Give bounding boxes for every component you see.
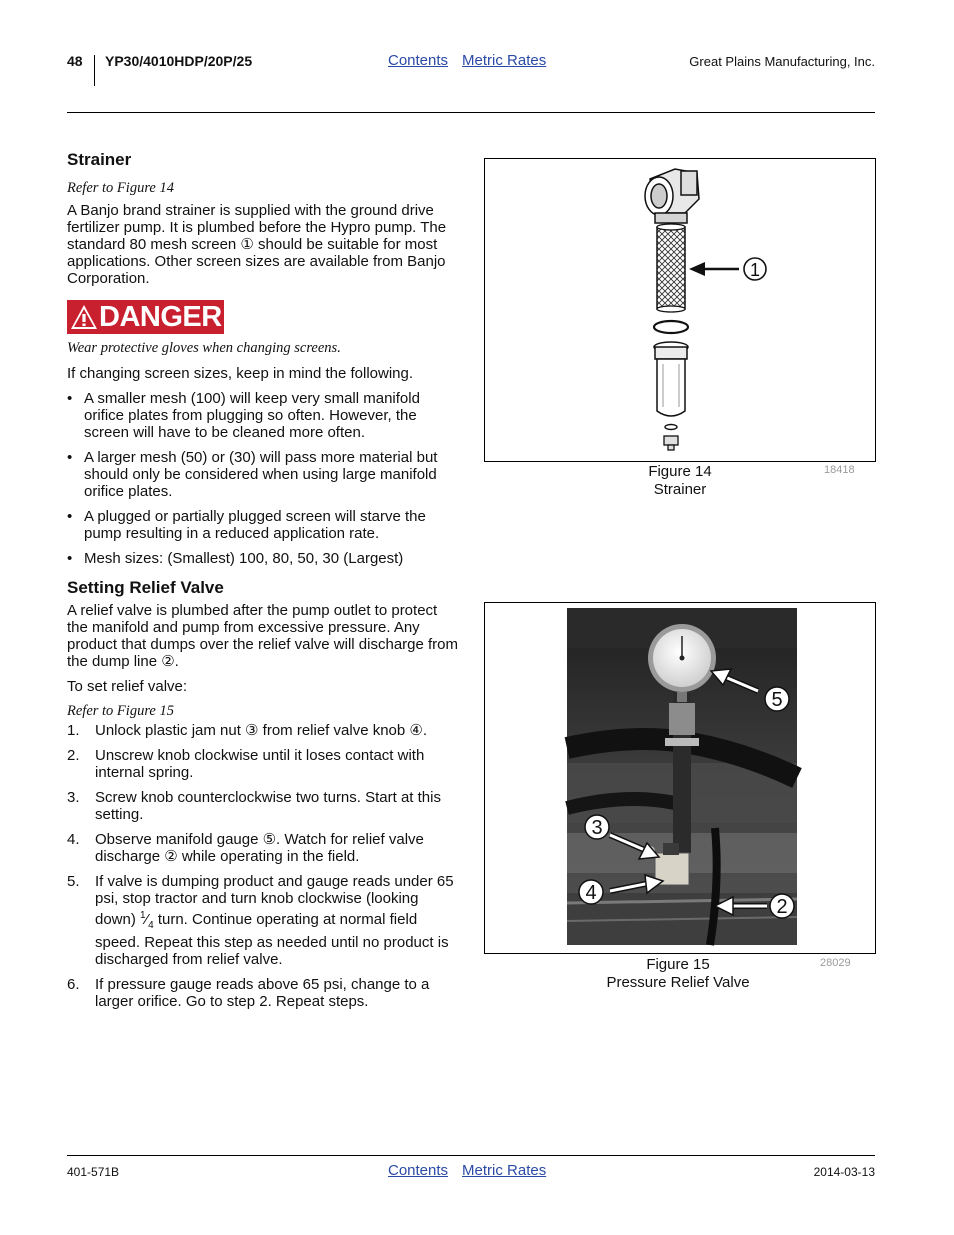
step-text: Observe manifold gauge ⑤. Watch for relief valve discharge ② while operating in the field. bbox=[95, 831, 424, 865]
step-text: If valve is dumping product and gauge reads under 65 psi, stop tractor and turn knob clockwise (looking down) bbox=[95, 873, 454, 928]
callout-1-number: 1 bbox=[749, 260, 761, 280]
relief-steps-list bbox=[67, 722, 459, 1018]
strainer-illustration bbox=[485, 159, 875, 461]
relief-intro: A relief valve is plumbed after the pump outlet to protect the manifold and pump from excessive pressure. Any product that dumps over the relief valve will discharge from the dump line ②. bbox=[67, 602, 459, 670]
footer-rule bbox=[67, 1155, 875, 1156]
list-item bbox=[67, 789, 459, 823]
mesh-bullet-list bbox=[67, 390, 459, 575]
step-number: 3. bbox=[67, 789, 80, 806]
o-ring-icon bbox=[654, 321, 688, 333]
step-number: 4. bbox=[67, 831, 80, 848]
figure-14-caption bbox=[600, 463, 760, 499]
figure-15-part-number: 28029 bbox=[820, 957, 851, 969]
danger-label bbox=[67, 300, 224, 334]
gasket-icon bbox=[665, 425, 677, 430]
relief-heading: Setting Relief Valve bbox=[67, 578, 224, 597]
figure-14-frame bbox=[484, 158, 876, 462]
contents-link[interactable]: Contents bbox=[388, 1162, 449, 1179]
contents-link[interactable]: Contents bbox=[388, 52, 449, 69]
warning-triangle-icon bbox=[70, 303, 98, 331]
relief-refer: Refer to Figure 15 bbox=[67, 703, 174, 719]
fraction-denominator: 4 bbox=[148, 920, 154, 931]
danger-word: DANGER bbox=[99, 301, 222, 333]
strainer-bowl-icon bbox=[654, 342, 688, 416]
list-item bbox=[67, 976, 459, 1010]
figure-14-number: Figure 14 bbox=[648, 463, 712, 480]
figure-15-frame bbox=[484, 602, 876, 954]
header-divider bbox=[94, 55, 95, 86]
drain-plug-icon bbox=[664, 436, 678, 450]
document-number: 401-571B bbox=[67, 1165, 120, 1179]
figure-14-title: Strainer bbox=[653, 481, 707, 498]
danger-text: Wear protective gloves when changing screens. bbox=[67, 340, 341, 356]
list-item: • A plugged or partially plugged screen will starve the pump resulting in a reduced application rate. bbox=[67, 508, 459, 542]
list-item: • A smaller mesh (100) will keep very small manifold orifice plates from plugging so often. However, the screen will have to be cleaned more often. bbox=[67, 390, 459, 441]
mesh-screen-icon bbox=[657, 224, 685, 312]
fraction-numerator: 1 bbox=[140, 910, 146, 921]
company-name: Great Plains Manufacturing, Inc. bbox=[689, 54, 875, 69]
step-number: 5. bbox=[67, 873, 80, 890]
metric-rates-link[interactable]: Metric Rates bbox=[462, 52, 547, 69]
strainer-intro: A Banjo brand strainer is supplied with the ground drive fertilizer pump. It is plumbed before the Hypro pump. The standard 80 mesh screen ① should be suitable for most applications. Other screen sizes are available from Banjo Corporation. bbox=[67, 202, 447, 287]
header-nav bbox=[388, 52, 546, 70]
step-text: Unscrew knob clockwise until it loses contact with internal spring. bbox=[95, 747, 425, 781]
step-number: 6. bbox=[67, 976, 80, 993]
strainer-head-icon bbox=[645, 169, 699, 223]
callout-5-number: 5 bbox=[771, 689, 783, 711]
step-text: If pressure gauge reads above 65 psi, change to a larger orifice. Go to step 2. Repeat steps. bbox=[95, 976, 430, 1010]
list-item: 5. If valve is dumping product and gauge reads under 65 psi, stop tractor and turn knob clockwise (looking down) $^1⁄_4$ turn. Continue operating at normal field speed. Repeat this step as needed until no product is discharged from relief valve. bbox=[67, 873, 454, 968]
figure-14-part-number: 18418 bbox=[824, 464, 855, 476]
strainer-refer: Refer to Figure 14 bbox=[67, 180, 174, 196]
callout-3-number: 3 bbox=[591, 817, 603, 839]
list-item bbox=[67, 747, 459, 781]
figure-15-number: Figure 15 bbox=[646, 956, 710, 973]
relief-valve-photo bbox=[485, 603, 875, 953]
header-rule bbox=[67, 112, 875, 113]
step-number: 2. bbox=[67, 747, 80, 764]
callout-arrow-icon bbox=[689, 262, 739, 276]
callout-4-number: 4 bbox=[585, 882, 597, 904]
step-text: turn. Continue operating at normal field speed. Repeat this step as needed until no product is discharged from relief valve. bbox=[95, 911, 449, 968]
footer-nav bbox=[388, 1162, 546, 1180]
page-number: 48 bbox=[67, 53, 83, 69]
figure-15-caption bbox=[588, 956, 768, 992]
metric-rates-link[interactable]: Metric Rates bbox=[462, 1162, 547, 1179]
list-item bbox=[67, 722, 459, 739]
strainer-heading: Strainer bbox=[67, 150, 132, 169]
model-title: YP30/4010HDP/20P/25 bbox=[105, 53, 253, 69]
list-item: • Mesh sizes: (Smallest) 100, 80, 50, 30 (Largest) bbox=[67, 550, 459, 567]
step-text: Screw knob counterclockwise two turns. Start at this setting. bbox=[95, 789, 441, 823]
document-date: 2014-03-13 bbox=[813, 1165, 875, 1179]
figure-15-title: Pressure Relief Valve bbox=[606, 974, 750, 991]
step-text: Unlock plastic jam nut ③ from relief valve knob ④. bbox=[95, 722, 428, 739]
list-item bbox=[67, 831, 459, 865]
callout-2-number: 2 bbox=[776, 896, 788, 918]
strainer-lead: If changing screen sizes, keep in mind the following. bbox=[67, 365, 414, 382]
relief-to-set: To set relief valve: bbox=[67, 678, 188, 695]
step-number: 1. bbox=[67, 722, 80, 739]
list-item: • A larger mesh (50) or (30) will pass more material but should only be considered when using large manifold orifice plates. bbox=[67, 449, 459, 500]
